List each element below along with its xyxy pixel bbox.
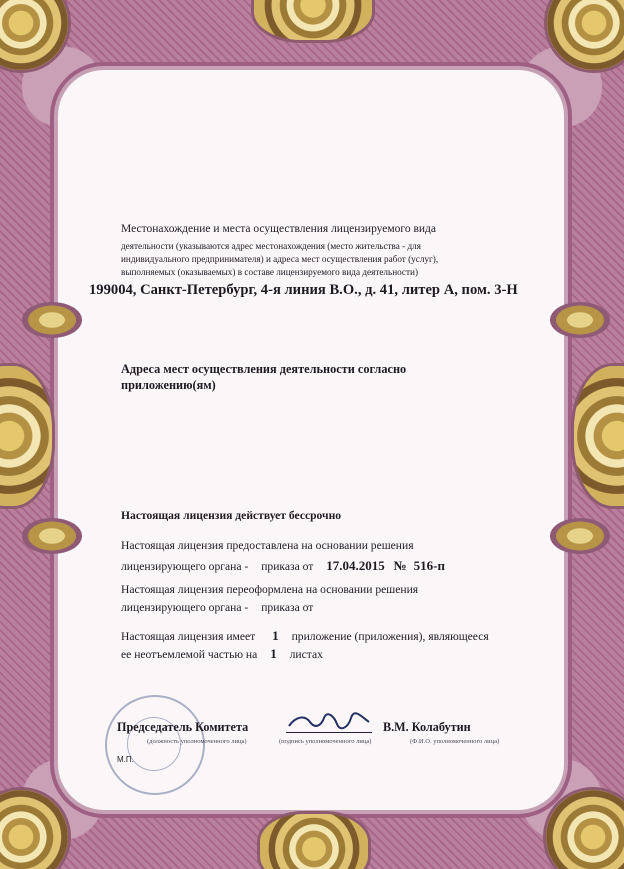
appendix-line-2 bbox=[121, 646, 323, 662]
right-middle-ornament bbox=[574, 366, 624, 506]
granted-authority-prefix: лицензирующего органа - bbox=[121, 560, 249, 573]
left-upper-leaf-ornament bbox=[22, 302, 82, 338]
bottom-right-ornament bbox=[546, 790, 624, 869]
left-middle-ornament bbox=[0, 366, 52, 506]
heading-line-1: Местонахождение и места осуществления лицензируемого вида bbox=[121, 223, 436, 235]
official-stamp bbox=[105, 695, 205, 795]
right-upper-leaf-ornament bbox=[550, 302, 610, 338]
activity-location-note bbox=[121, 240, 498, 279]
granted-number: 516-п bbox=[413, 558, 445, 573]
granted-number-label: № bbox=[393, 558, 407, 573]
appendix-prefix: Настоящая лицензия имеет bbox=[121, 630, 256, 643]
activity-location-heading bbox=[121, 222, 498, 236]
granted-date: 17.04.2015 bbox=[326, 558, 385, 573]
reissued-line-2 bbox=[121, 600, 313, 615]
reissued-line-1: Настоящая лицензия переоформлена на основании решения bbox=[121, 583, 419, 596]
top-left-ornament bbox=[0, 0, 68, 70]
heading-line-2: деятельности (указываются адрес местонахождения (место жительства - для bbox=[121, 241, 421, 251]
signer-title: Председатель Комитета bbox=[117, 720, 249, 734]
right-lower-leaf-ornament bbox=[550, 518, 610, 554]
heading-line-4: выполняемых (оказываемых) в составе лицензируемого вида деятельности) bbox=[121, 267, 419, 277]
stamp-label: М.П. bbox=[117, 755, 134, 764]
position-caption: (должность уполномоченного лица) bbox=[147, 738, 247, 745]
appendix-line-1 bbox=[121, 628, 489, 644]
top-right-ornament bbox=[547, 0, 624, 70]
heading-line-3: индивидуального предпринимателя) и адреса мест осуществления работ (услуг), bbox=[121, 254, 439, 264]
name-caption: (Ф.И.О. уполномоченного лица) bbox=[410, 738, 500, 745]
bottom-center-ornament bbox=[260, 814, 368, 869]
signer-name: В.М. Колабутин bbox=[383, 720, 471, 734]
activity-places bbox=[121, 361, 501, 393]
places-line-2: приложению(ям) bbox=[121, 378, 216, 392]
bottom-left-ornament bbox=[0, 790, 68, 869]
handwritten-signature bbox=[286, 710, 372, 733]
signature-caption: (подпись уполномоченного лица) bbox=[279, 738, 372, 745]
sheets-suffix: листах bbox=[289, 648, 323, 661]
places-line-1: Адреса мест осуществления деятельности согласно bbox=[121, 362, 407, 376]
licensee-address: 199004, Санкт-Петербург, 4-я линия В.О., д. 41, литер А, пом. 3-Н bbox=[89, 282, 518, 298]
signature-mark bbox=[286, 710, 372, 732]
validity-statement: Настоящая лицензия действует бессрочно bbox=[121, 509, 342, 522]
reissued-authority-prefix: лицензирующего органа - bbox=[121, 601, 249, 614]
granted-line-1: Настоящая лицензия предоставлена на основании решения bbox=[121, 539, 414, 552]
appendix-suffix: приложение (приложения), являющееся bbox=[291, 630, 489, 643]
appendix-count: 1 bbox=[272, 628, 279, 643]
sheets-prefix: ее неотъемлемой частью на bbox=[121, 648, 258, 661]
reissued-order-label: приказа от bbox=[261, 601, 314, 614]
granted-order-label: приказа от bbox=[261, 560, 314, 573]
appendix-sheets: 1 bbox=[270, 646, 277, 661]
left-lower-leaf-ornament bbox=[22, 518, 82, 554]
granted-line-2 bbox=[121, 558, 445, 574]
top-center-ornament bbox=[254, 0, 372, 40]
